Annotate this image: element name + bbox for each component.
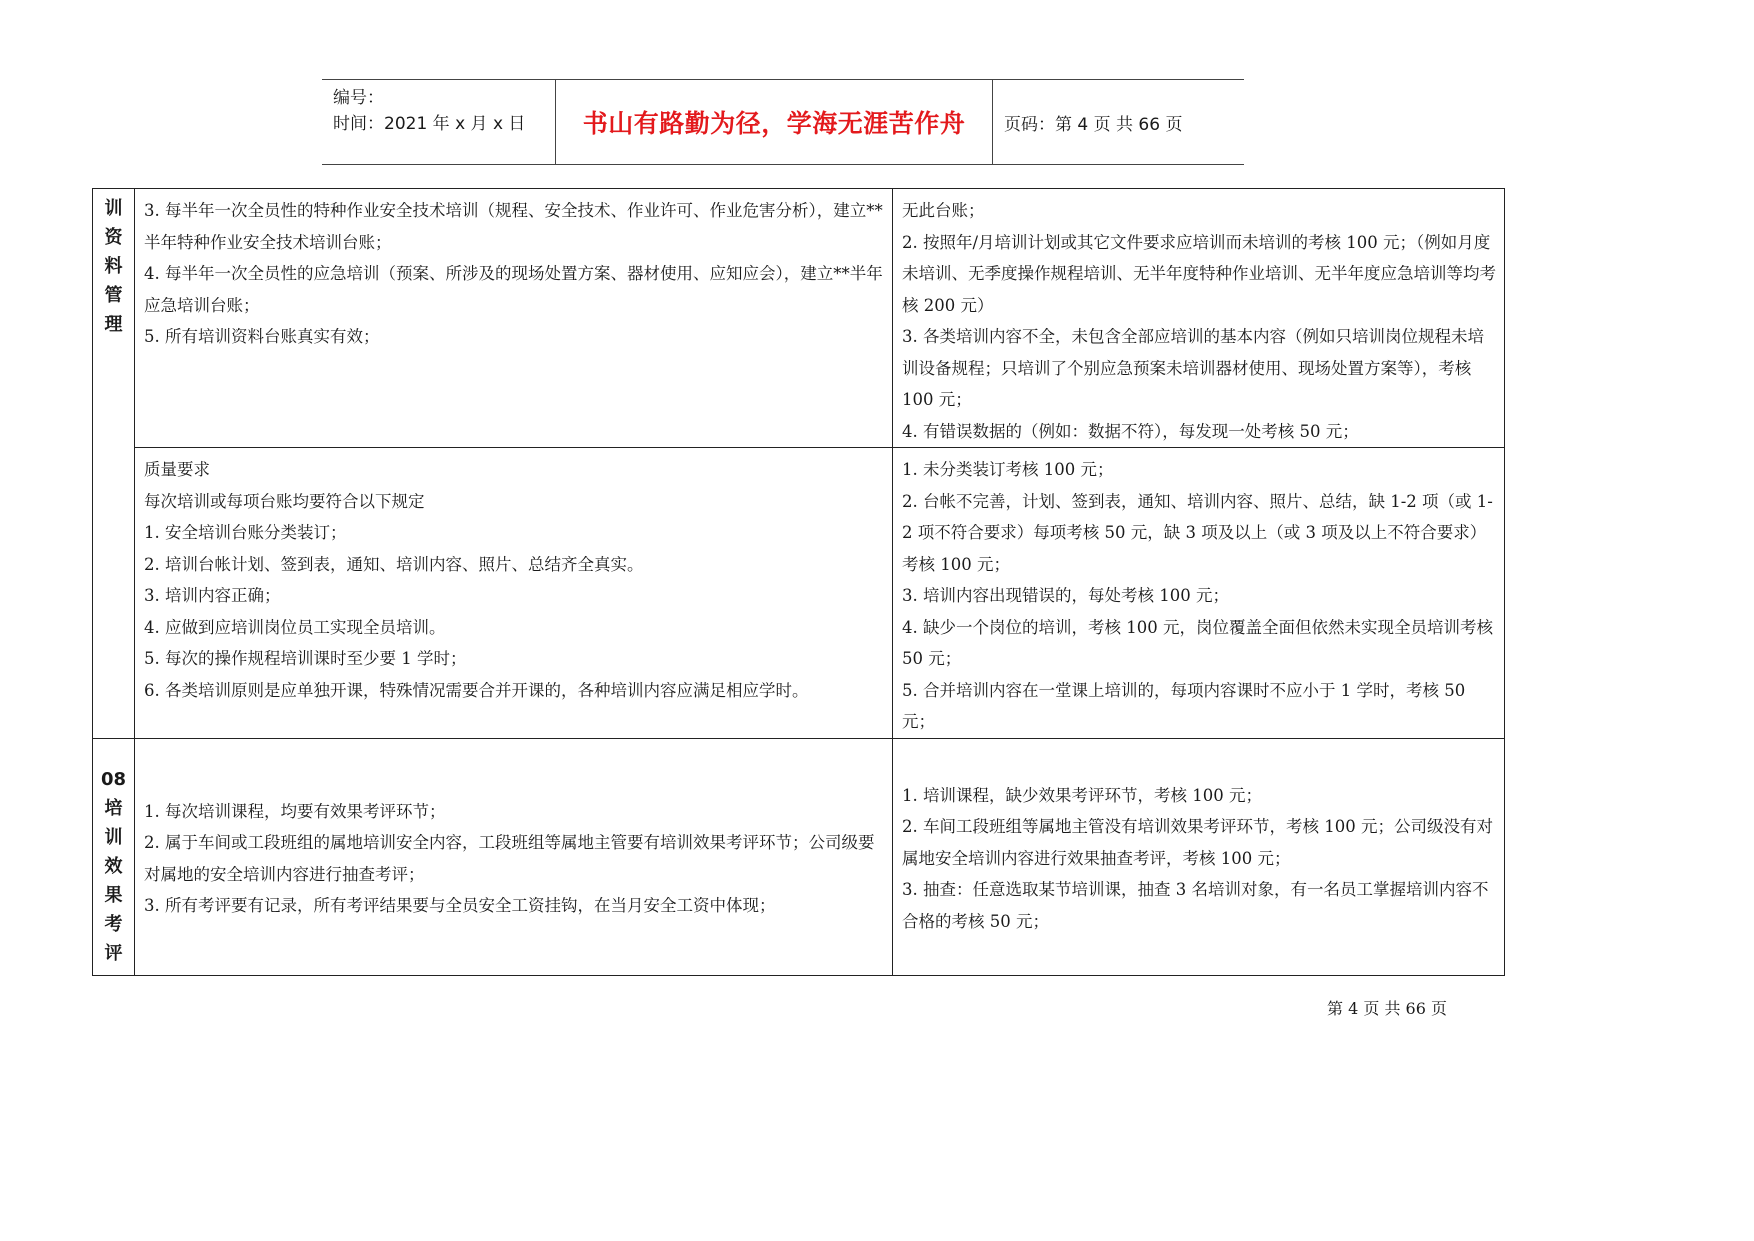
penalty-cell xyxy=(893,448,1505,739)
list-item: 无此台账； xyxy=(902,201,985,220)
list-item: 4. 每半年一次全员性的应急培训（预案、所涉及的现场处置方案、器材使用、应知应会），建立**半年应急培训台账； xyxy=(144,264,883,315)
category-cell xyxy=(93,189,135,739)
page-code: 页码：第 4 页 共 66 页 xyxy=(1004,114,1183,135)
requirement-cell xyxy=(135,738,893,975)
category-char: 理 xyxy=(104,314,123,335)
list-item: 每次培训或每项台账均要符合以下规定 xyxy=(144,491,425,511)
list-item: 2. 台帐不完善，计划、签到表，通知、培训内容、照片、总结，缺 1-2 项（或 1-2 项不符合要求）每项考核 50 元，缺 3 项及以上（或 3 项及以上不符合要求）考核 100 元； xyxy=(902,491,1493,574)
list-item: 3. 每半年一次全员性的特种作业安全技术培训（规程、安全技术、作业许可、作业危害分析），建立**半年特种作业安全技术培训台账； xyxy=(144,201,883,252)
list-item: 1. 每次培训课程，均要有效果考评环节； xyxy=(144,801,446,821)
requirement-list xyxy=(135,448,892,706)
category-cell xyxy=(93,738,135,975)
category-char: 训 xyxy=(104,198,123,219)
category-char: 料 xyxy=(104,256,123,277)
category-char: 资 xyxy=(104,227,123,248)
number-label: 编号： xyxy=(333,88,384,108)
list-item: 5. 合并培训内容在一堂课上培训的，每项内容课时不应小于 1 学时，考核 50 元； xyxy=(902,680,1466,731)
list-item: 1. 培训课程，缺少效果考评环节，考核 100 元； xyxy=(902,785,1262,805)
requirement-list xyxy=(135,189,892,353)
category-label xyxy=(93,189,134,339)
requirement-list xyxy=(135,739,892,922)
list-item: 3. 抽查：任意选取某节培训课，抽查 3 名培训对象，有一名员工掌握培训内容不合格的考核 50 元； xyxy=(902,880,1489,931)
requirement-cell xyxy=(135,189,893,448)
table-row xyxy=(93,738,1505,975)
category-char: 管 xyxy=(104,285,123,306)
list-item: 3. 培训内容出现错误的，每处考核 100 元； xyxy=(902,586,1229,605)
penalty-list xyxy=(893,448,1504,738)
list-item: 4. 缺少一个岗位的培训，考核 100 元，岗位覆盖全面但依然未实现全员培训考核 50 元； xyxy=(902,617,1493,668)
category-chars xyxy=(93,794,134,968)
page-header xyxy=(322,79,1244,165)
category-number: 08 xyxy=(100,768,127,790)
list-item: 1. 安全培训台账分类装订； xyxy=(144,523,347,542)
list-item: 2. 培训台帐计划、签到表，通知、培训内容、照片、总结齐全真实。 xyxy=(144,554,644,574)
page-footer: 第 4 页 共 66 页 xyxy=(1327,999,1447,1018)
category-char: 评 xyxy=(104,942,123,964)
list-item: 4. 应做到应培训岗位员工实现全员培训。 xyxy=(144,617,446,637)
category-char: 考 xyxy=(104,913,123,935)
list-item: 2. 车间工段班组等属地主管没有培训效果考评环节，考核 100 元；公司级没有对属地安全培训内容进行效果抽查考评，考核 100 元； xyxy=(902,817,1493,868)
category-label xyxy=(93,739,134,968)
penalty-cell xyxy=(893,738,1505,975)
category-char: 效 xyxy=(104,855,123,877)
header-meta xyxy=(322,80,556,164)
penalty-list xyxy=(893,189,1504,447)
penalty-list xyxy=(893,739,1504,938)
penalty-cell xyxy=(893,189,1505,448)
list-item: 4. 有错误数据的（例如：数据不符），每发现一处考核 50 元； xyxy=(902,421,1359,441)
list-item: 2. 属于车间或工段班组的属地培训安全内容，工段班组等属地主管要有培训效果考评环节；公司级要对属地的安全培训内容进行抽查考评； xyxy=(144,833,875,884)
list-item: 3. 培训内容正确； xyxy=(144,586,281,605)
list-item: 6. 各类培训原则是应单独开课，特殊情况需要合并开课的，各种培训内容应满足相应学时。 xyxy=(144,680,809,700)
list-item: 1. 未分类装订考核 100 元； xyxy=(902,460,1114,479)
list-item: 2. 按照年/月培训计划或其它文件要求应培训而未培训的考核 100 元；（例如月度未培训、无季度操作规程培训、无半年度特种作业培训、无半年度应急培训等均考核 200 元） xyxy=(902,232,1496,315)
list-item: 5. 所有培训资料台账真实有效； xyxy=(144,327,380,346)
requirement-cell xyxy=(135,448,893,739)
time-label: 时间：2021 年 x 月 x 日 xyxy=(333,114,526,134)
category-char: 果 xyxy=(104,884,123,906)
table-row xyxy=(93,189,1505,448)
list-item: 3. 各类培训内容不全，未包含全部应培训的基本内容（例如只培训岗位规程未培训设备规程；只培训了个别应急预案未培训器材使用、现场处置方案等），考核 100 元； xyxy=(902,327,1484,409)
table-row xyxy=(93,448,1505,739)
list-item: 3. 所有考评要有记录，所有考评结果要与全员安全工资挂钩，在当月安全工资中体现； xyxy=(144,896,776,915)
category-char: 训 xyxy=(104,826,123,848)
list-item: 质量要求 xyxy=(144,460,210,479)
list-item: 5. 每次的操作规程培训课时至少要 1 学时； xyxy=(144,649,467,668)
category-char: 培 xyxy=(104,797,123,819)
training-table xyxy=(92,188,1505,976)
motto-title: 书山有路勤为径，学海无涯苦作舟 xyxy=(556,80,993,164)
